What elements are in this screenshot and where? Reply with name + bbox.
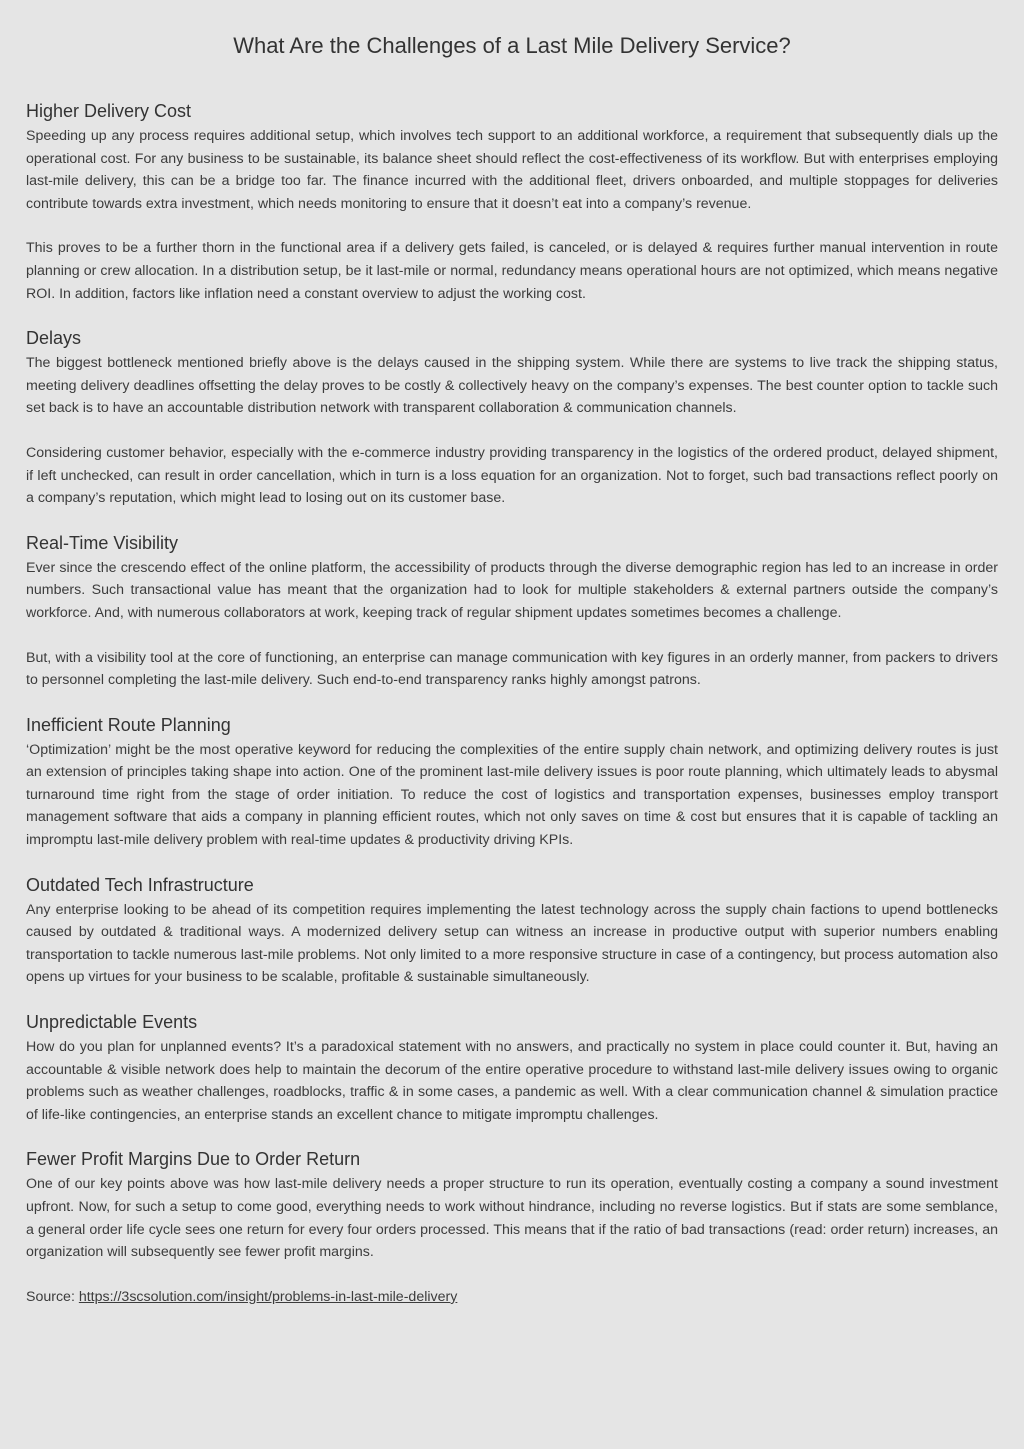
section-real-time-visibility (26, 532, 998, 692)
section-paragraph: Ever since the crescendo effect of the online platform, the accessibility of products through the diverse demographic region has led to an increase in order numbers. Such transactional value has meant that the organization had to look for multiple stakeholders & external partners outside the company’s workforce. And, with numerous collaborators at work, keeping track of regular shipment updates sometimes becomes a challenge. (26, 559, 998, 621)
section-paragraph: One of our key points above was how last-mile delivery needs a proper structure to run its operation, eventually costing a company a sound investment upfront. Now, for such a setup to come good, everything needs to work without hindrance, including no reverse logistics. But if stats are some semblance, a general order life cycle sees one return for every four orders processed. This means that if the ratio of bad transactions (read: order return) increases, an organization will subsequently see fewer profit margins. (26, 1176, 998, 1261)
source-line (26, 1286, 998, 1308)
section-heading: Unpredictable Events (26, 1012, 198, 1033)
section-inefficient-route-planning (26, 714, 998, 852)
section-heading: Delays (26, 328, 82, 349)
section-paragraph: Considering customer behavior, especially with the e-commerce industry providing transparency in the logistics of the ordered product, delayed shipment, if left unchecked, can result in order cancellation, which in turn is a loss equation for an organization. Not to forget, such bad transactions reflect poorly on a company’s reputation, which might lead to losing out on its customer base. (26, 444, 998, 507)
section-paragraph: How do you plan for unplanned events? It’s a paradoxical statement with no answers, and practically no system in place could counter it. But, having an accountable & visible network does help to maintain the decorum of the entire operative procedure to withstand last-mile delivery issues owing to organic problems such as weather challenges, roadblocks, traffic & in some cases, a pandemic as well. With a clear communication channel & simulation practice of life-like contingencies, an enterprise stands an excellent chance to mitigate impromptu challenges. (26, 1039, 998, 1123)
source-label: Source: (26, 1288, 79, 1305)
document-title: What Are the Challenges of a Last Mile Delivery Service? (233, 33, 791, 58)
section-paragraph: But, with a visibility tool at the core of functioning, an enterprise can manage communication with key figures in an orderly manner, from packers to drivers to personnel completing the last-mile delivery. Such end-to-end transparency ranks highly amongst patrons. (26, 649, 998, 689)
section-heading: Higher Delivery Cost (26, 101, 192, 121)
section-delays (26, 327, 998, 510)
section-paragraph: Speeding up any process requires additional setup, which involves tech support to an additional workforce, a requirement that subsequently dials up the operational cost. For any business to be sustainable, its balance sheet should reflect the cost-effectiveness of its workflow. But with enterprises employing last-mile delivery, this can be a bridge too far. The finance incurred with the additional fleet, drivers onboarded, and multiple stoppages for deliveries contribute towards extra investment, which needs monitoring to ensure that it doesn’t eat into a company’s revenue. (26, 128, 998, 212)
section-paragraph: This proves to be a further thorn in the functional area if a delivery gets failed, is canceled, or is delayed & requires further manual intervention in route planning or crew allocation. In a distribution setup, be it last-mile or normal, redundancy means operational hours are not optimized, which means negative ROI. In addition, factors like inflation need a constant overview to adjust the working cost. (26, 240, 998, 302)
section-paragraph: The biggest bottleneck mentioned briefly above is the delays caused in the shipping system. While there are systems to live track the shipping status, meeting delivery deadlines offsetting the delay proves to be costly & collectively heavy on the company’s expenses. The best counter option to tackle such set back is to have an accountable distribution network with transparent collaboration & communication channels. (26, 355, 998, 417)
section-paragraph: ‘Optimization’ might be the most operative keyword for reducing the complexities of the entire supply chain network, and optimizing delivery routes is just an extension of principles taking shape into action. One of the prominent last-mile delivery issues is poor route planning, which ultimately leads to abysmal turnaround time right from the stage of order initiation. To reduce the cost of logistics and transportation expenses, businesses employ transport management software that aids a company in planning efficient routes, which not only saves on time & cost but ensures that it is capable of tackling an impromptu last-mile delivery problem with real-time updates & productivity driving KPIs. (26, 741, 998, 849)
section-heading: Real-Time Visibility (26, 532, 179, 553)
section-heading: Fewer Profit Margins Due to Order Return (26, 1149, 361, 1170)
section-heading: Outdated Tech Infrastructure (26, 874, 254, 895)
section-fewer-profit-margins (26, 1148, 998, 1263)
section-heading: Inefficient Route Planning (26, 714, 231, 735)
section-unpredictable-events (26, 1011, 998, 1126)
section-higher-delivery-cost (26, 100, 998, 305)
section-outdated-tech-infrastructure (26, 874, 998, 989)
source-link[interactable]: https://3scsolution.com/insight/problems-in-last-mile-delivery (78, 1288, 458, 1305)
section-paragraph: Any enterprise looking to be ahead of its competition requires implementing the latest technology across the supply chain factions to upend bottlenecks caused by outdated & traditional ways. A modernized delivery setup can witness an increase in productive output with superior numbers enabling transportation to tackle numerous last-mile problems. Not only limited to a more responsive structure in case of a contingency, but process automation also opens up virtues for your business to be scalable, profitable & sustainable simultaneously. (26, 901, 998, 986)
